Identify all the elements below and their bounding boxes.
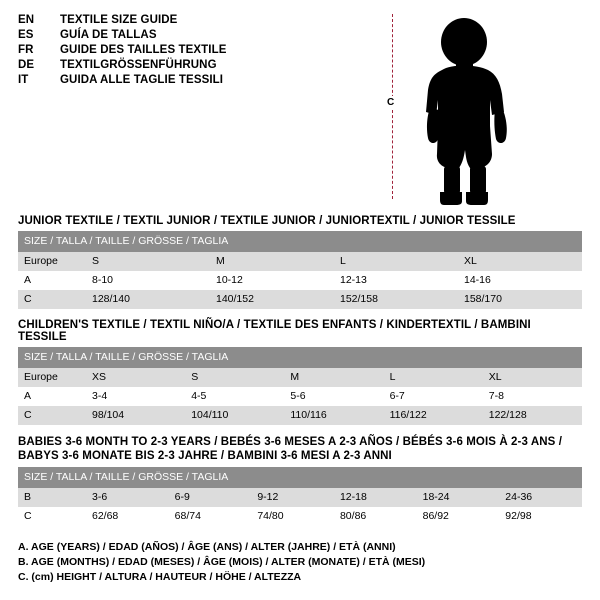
table-row — [18, 368, 582, 387]
language-row — [18, 59, 378, 71]
cell: 8-10 — [86, 271, 210, 290]
cell: 7-8 — [483, 387, 582, 406]
cell: 98/104 — [86, 406, 185, 425]
table-row — [18, 387, 582, 406]
cell: 9-12 — [251, 488, 334, 507]
cell: 104/110 — [185, 406, 284, 425]
figure-area — [378, 14, 582, 204]
cell: 62/68 — [86, 507, 169, 526]
cell: 140/152 — [210, 290, 334, 309]
cell: L — [384, 368, 483, 387]
section-babies — [0, 435, 600, 526]
language-list — [18, 14, 378, 89]
cell: 74/80 — [251, 507, 334, 526]
cell: 24-36 — [499, 488, 582, 507]
cell: 4-5 — [185, 387, 284, 406]
language-title: TEXTILE SIZE GUIDE — [60, 14, 178, 26]
table-header-row — [18, 231, 582, 252]
language-code: IT — [18, 74, 29, 86]
cell: S — [185, 368, 284, 387]
cell: 3-6 — [86, 488, 169, 507]
cell: 12-18 — [334, 488, 417, 507]
junior-size-table — [18, 231, 582, 309]
footnote-a: A. AGE (YEARS) / EDAD (AÑOS) / ÂGE (ANS) / ALTER (JAHRE) / ETÀ (ANNI) — [18, 541, 396, 553]
cell: M — [284, 368, 383, 387]
language-code: EN — [18, 14, 35, 26]
cell: 116/122 — [384, 406, 483, 425]
row-label: A — [18, 271, 86, 290]
cell: 92/98 — [499, 507, 582, 526]
row-label: C — [18, 507, 86, 526]
cell: 110/116 — [284, 406, 383, 425]
footnote-c: C. (cm) HEIGHT / ALTURA / HAUTEUR / HÖHE / ALTEZZA — [18, 571, 302, 583]
cell: M — [210, 252, 334, 271]
cell: 18-24 — [417, 488, 500, 507]
cell: 158/170 — [458, 290, 582, 309]
section-title: CHILDREN'S TEXTILE / TEXTIL NIÑO/A / TEXTILE DES ENFANTS / KINDERTEXTIL / BAMBINI TESSILE — [18, 319, 531, 343]
table-header-row — [18, 347, 582, 368]
cell: S — [86, 252, 210, 271]
row-label: C — [18, 290, 86, 309]
row-label: Europe — [18, 252, 86, 271]
cell: XL — [458, 252, 582, 271]
table-header-label: SIZE / TALLA / TAILLE / GRÖSSE / TAGLIA — [18, 467, 582, 488]
row-label: A — [18, 387, 86, 406]
language-row — [18, 44, 378, 56]
cell: 5-6 — [284, 387, 383, 406]
language-row — [18, 74, 378, 86]
cell: 10-12 — [210, 271, 334, 290]
section-title: BABIES 3-6 MONTH TO 2-3 YEARS / BEBÉS 3-6 MESES A 2-3 AÑOS / BÉBÉS 3-6 MOIS À 2-3 ANS / BABYS 3-6 MONATE BIS 2-3 JAHRE / BAMBINI 3-6 MESI A 2-3 ANNI — [18, 436, 562, 462]
language-code: ES — [18, 29, 34, 41]
section-children — [0, 319, 600, 425]
cell: 86/92 — [417, 507, 500, 526]
height-measure-label: C — [387, 97, 395, 108]
language-title: GUIDE DES TAILLES TEXTILE — [60, 44, 227, 56]
language-title: GUIDA ALLE TAGLIE TESSILI — [60, 74, 224, 86]
language-title: GUÍA DE TALLAS — [60, 29, 157, 41]
section-junior — [0, 215, 600, 309]
children-size-table — [18, 347, 582, 425]
cell: 68/74 — [169, 507, 252, 526]
language-code: DE — [18, 59, 35, 71]
language-row — [18, 29, 378, 41]
cell: 12-13 — [334, 271, 458, 290]
language-title: TEXTILGRÖSSENFÜHRUNG — [60, 59, 217, 71]
row-label: B — [18, 488, 86, 507]
cell: 3-4 — [86, 387, 185, 406]
toddler-silhouette-icon — [418, 16, 528, 211]
table-row — [18, 271, 582, 290]
row-label: Europe — [18, 368, 86, 387]
babies-size-table — [18, 467, 582, 526]
cell: 122/128 — [483, 406, 582, 425]
table-header-row — [18, 467, 582, 488]
table-row — [18, 290, 582, 309]
cell: 152/158 — [334, 290, 458, 309]
table-header-label: SIZE / TALLA / TAILLE / GRÖSSE / TAGLIA — [18, 231, 582, 252]
table-header-label: SIZE / TALLA / TAILLE / GRÖSSE / TAGLIA — [18, 347, 582, 368]
language-code: FR — [18, 44, 34, 56]
cell: L — [334, 252, 458, 271]
footnote-b: B. AGE (MONTHS) / EDAD (MESES) / ÂGE (MOIS) / ALTER (MONATE) / ETÀ (MESI) — [18, 556, 426, 568]
cell: 80/86 — [334, 507, 417, 526]
cell: 14-16 — [458, 271, 582, 290]
section-title: JUNIOR TEXTILE / TEXTIL JUNIOR / TEXTILE JUNIOR / JUNIORTEXTIL / JUNIOR TESSILE — [18, 215, 516, 227]
table-row — [18, 406, 582, 425]
header — [0, 0, 600, 205]
cell: XL — [483, 368, 582, 387]
row-label: C — [18, 406, 86, 425]
cell: 6-9 — [169, 488, 252, 507]
language-row — [18, 14, 378, 26]
footnotes — [0, 526, 600, 585]
table-row — [18, 507, 582, 526]
cell: 6-7 — [384, 387, 483, 406]
cell: 128/140 — [86, 290, 210, 309]
table-row — [18, 252, 582, 271]
cell: XS — [86, 368, 185, 387]
table-row — [18, 488, 582, 507]
